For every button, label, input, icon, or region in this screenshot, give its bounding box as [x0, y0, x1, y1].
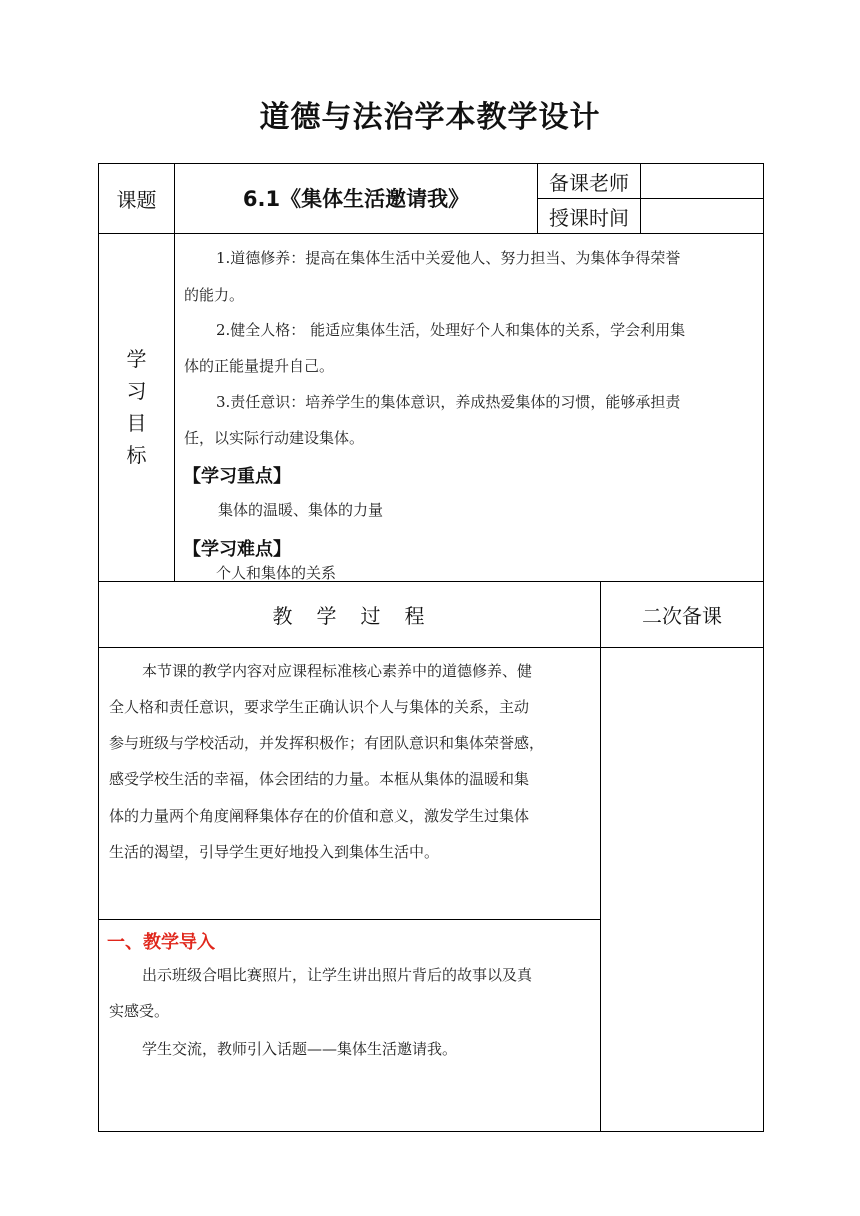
intro-line: 感受学校生活的幸福，体会团结的力量。本框从集体的温暖和集 [109, 770, 530, 788]
process-heading: 教 学 过 程 [272, 604, 427, 628]
objectives-label-char: 标 [126, 443, 147, 467]
document-title: 道德与法治学本教学设计 [259, 100, 601, 135]
intro-line: 全人格和责任意识，要求学生正确认识个人与集体的关系，主动 [109, 698, 530, 716]
lesson-title: 6.1《集体生活邀请我》 [242, 187, 470, 211]
objective-3-line-2: 任，以实际行动建设集体。 [184, 429, 365, 447]
key-points-text: 集体的温暖、集体的力量 [218, 501, 384, 519]
section-1-line: 实感受。 [109, 1002, 170, 1020]
objectives-label-char: 习 [126, 379, 147, 403]
teacher-label: 备课老师 [549, 170, 629, 195]
teacher-value [641, 164, 763, 198]
topic-label: 课题 [116, 188, 157, 212]
intro-line: 体的力量两个角度阐释集体存在的价值和意义，激发学生过集体 [109, 807, 530, 825]
key-points-heading: 【学习重点】 [183, 466, 291, 487]
intro-line: 生活的渴望，引导学生更好地投入到集体生活中。 [109, 843, 440, 861]
intro-line: 参与班级与学校活动，并发挥积极作；有团队意识和集体荣誉感， [109, 734, 545, 752]
objective-3-line-1: 3.责任意识：培养学生的集体意识，养成热爱集体的习惯，能够承担责 [216, 393, 681, 411]
time-label: 授课时间 [549, 205, 629, 230]
objective-2-line-2: 体的正能量提升自己。 [184, 357, 335, 375]
difficulty-heading: 【学习难点】 [183, 539, 291, 560]
objective-1-line-1: 1.道德修养：提高在集体生活中关爱他人、努力担当、为集体争得荣誉 [216, 249, 681, 267]
objective-1-line-2: 的能力。 [184, 286, 245, 304]
objectives-label-char: 学 [126, 347, 147, 371]
section-1-line: 学生交流，教师引入话题——集体生活邀请我。 [142, 1040, 458, 1058]
section-1-line: 出示班级合唱比赛照片，让学生讲出照片背后的故事以及真 [142, 966, 533, 984]
intro-line: 本节课的教学内容对应课程标准核心素养中的道德修养、健 [142, 662, 533, 680]
second-prep-heading: 二次备课 [642, 604, 722, 628]
time-value [641, 199, 763, 233]
objectives-label-char: 目 [126, 411, 147, 435]
section-1-title: 一、教学导入 [107, 932, 215, 953]
difficulty-text: 个人和集体的关系 [216, 564, 337, 582]
objectives-label [99, 233, 174, 581]
objective-2-line-1: 2.健全人格： 能适应集体生活，处理好个人和集体的关系，学会利用集 [216, 321, 686, 339]
